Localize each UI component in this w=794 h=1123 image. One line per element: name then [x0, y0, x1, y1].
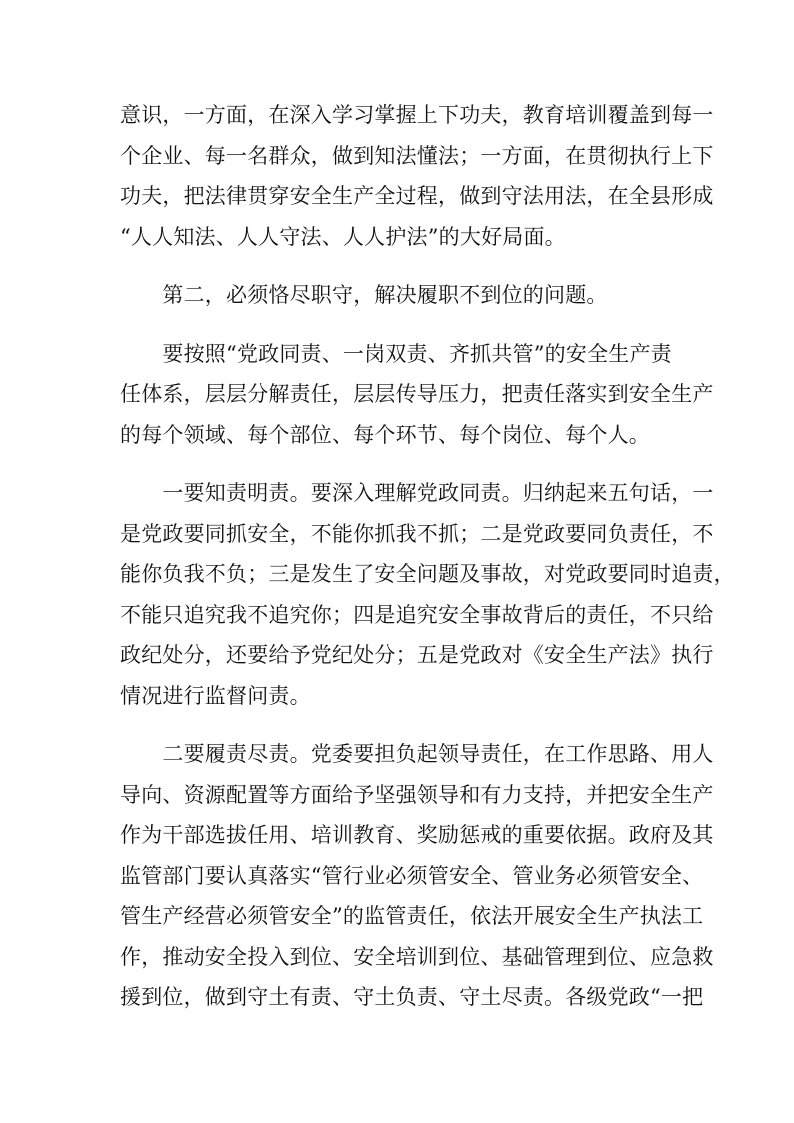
- paragraph-line: 导向、资源配置等方面给予坚强领导和有力支持，并把安全生产: [120, 782, 714, 807]
- paragraph-line: 任体系，层层分解责任，层层传导压力，把责任落实到安全生产: [120, 382, 714, 406]
- paragraph-line: 能你负我不负；三是发生了安全问题及事故，对党政要同时追责，: [120, 562, 735, 586]
- paragraph-gap: [120, 257, 680, 275]
- paragraph-gap: [120, 316, 680, 334]
- paragraph-gap: [120, 716, 680, 734]
- paragraph-line: 不能只追究我不追究你；四是追究安全事故背后的责任，不只给: [120, 602, 714, 627]
- paragraph-line: 是党政要同抓安全，不能你抓我不抓；二是党政要同负责任，不: [120, 521, 714, 546]
- paragraph-gap: [120, 455, 680, 473]
- paragraph-line: 功夫，把法律贯穿安全生产全过程，做到守法用法，在全县形成: [120, 184, 714, 208]
- paragraph-line: 意识，一方面，在深入学习掌握上下功夫，教育培训覆盖到每一: [120, 103, 714, 127]
- section-heading: 第二，必须恪尽职守，解决履职不到位的问题。: [120, 283, 608, 307]
- paragraph-line: 作为干部选拔任用、培训教育、奖励惩戒的重要依据。政府及其: [120, 823, 714, 847]
- paragraph-line: 援到位，做到守土有责、守土负责、守土尽责。各级党政“一把: [120, 985, 704, 1009]
- paragraph-line: 二要履责尽责。党委要担负起领导责任，在工作思路、用人: [120, 742, 714, 766]
- paragraph-line: 作，推动安全投入到位、安全培训到位、基础管理到位、应急救: [120, 944, 714, 969]
- paragraph-line: 个企业、每一名群众，做到知法懂法；一方面，在贯彻执行上下: [120, 143, 714, 168]
- paragraph-line: 一要知责明责。要深入理解党政同责。归纳起来五句话，一: [120, 481, 714, 505]
- paragraph-line: 政纪处分，还要给予党纪处分；五是党政对《安全生产法》执行: [120, 643, 714, 667]
- paragraph-line: 情况进行监督问责。: [120, 683, 311, 708]
- paragraph-line: 监管部门要认真落实“管行业必须管安全、管业务必须管安全、: [120, 863, 704, 888]
- document-body: [120, 95, 735, 1018]
- paragraph-line: “人人知法、人人守法、人人护法”的大好局面。: [120, 224, 566, 249]
- paragraph-line: 要按照“党政同责、一岗双责、齐抓共管”的安全生产责: [120, 341, 672, 366]
- paragraph-line: 的每个领域、每个部位、每个环节、每个岗位、每个人。: [120, 422, 650, 447]
- paragraph-line: 管生产经营必须管安全”的监管责任，依法开展安全生产执法工: [120, 904, 704, 928]
